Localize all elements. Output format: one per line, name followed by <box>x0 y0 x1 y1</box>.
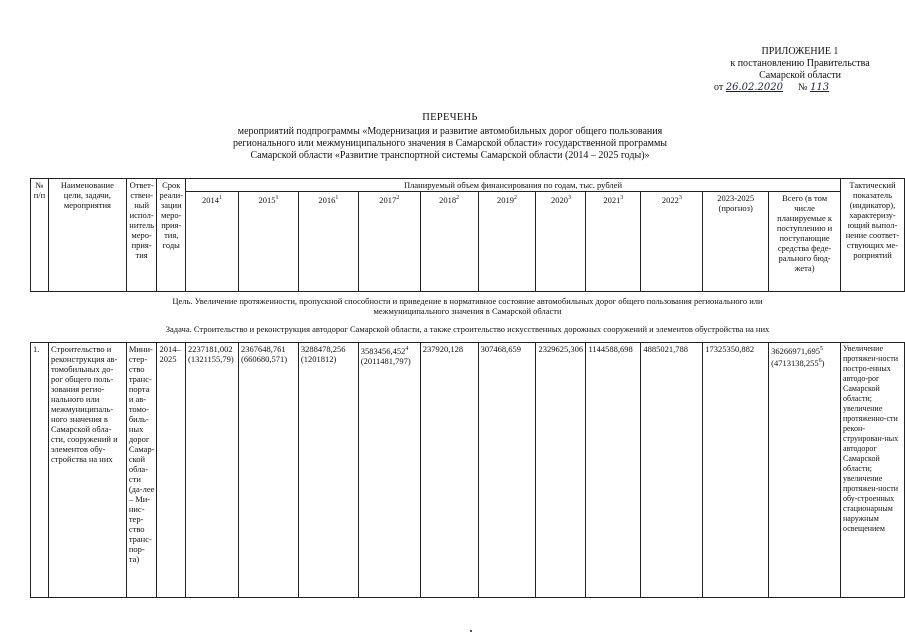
appendix-title: ПРИЛОЖЕНИЕ 1 <box>761 46 839 57</box>
header-indicator: Тактический показатель (индикатор), характеризу-ющий выпол-нение соответ-ствующих ме-роприятий <box>841 179 905 292</box>
header-year-2016: 2016$^1$ <box>298 192 358 292</box>
cell-2021: 1144588,698 <box>586 343 641 598</box>
table-row <box>31 343 905 598</box>
heading-line1: мероприятий подпрограммы «Модернизация и развитие автомобильных дорог общего пользования <box>237 126 663 137</box>
appendix-date-line <box>700 82 900 94</box>
header-year-2021: 2021$^3$ <box>586 192 641 292</box>
measures-table <box>30 178 905 598</box>
header-total: Всего (в том числе планируемые к поступлению и поступающие средства феде-рального бюд-жета) <box>769 192 841 292</box>
header-planned-funding: Планируемый объем финансирования по годам, тыс. рублей <box>186 179 841 192</box>
handwritten-date: 26.02.2020 <box>725 82 784 93</box>
appendix-line2: к постановлению Правительства <box>730 58 870 69</box>
row-name: Строительство и реконструкция ав-томобильных до-рог общего поль-зования регио-нального или межмуниципаль-ного значения в Самарской обла-сти, сооружений и элементов обу-стройства на них <box>48 343 126 598</box>
cell-2016: 3288478,256 (1201812) <box>298 343 358 598</box>
cell-forecast: 17325350,882 <box>703 343 769 598</box>
cell-2022: 4885021,788 <box>641 343 703 598</box>
document-heading <box>200 112 700 162</box>
header-year-2018: 2018$^2$ <box>420 192 478 292</box>
document-title: ПЕРЕЧЕНЬ <box>422 112 478 123</box>
number-sign: № <box>798 82 808 93</box>
cell-2020: 2329625,306 <box>536 343 586 598</box>
appendix-block <box>700 46 900 94</box>
heading-line3: Самарской области «Развитие транспортной системы Самарской области (2014 – 2025 годы)» <box>250 150 650 161</box>
header-year-2022: 2022$^3$ <box>641 192 703 292</box>
header-year-2014: 2014$^1$ <box>186 192 239 292</box>
header-row-1 <box>31 179 905 192</box>
task-text: Задача. Строительство и реконструкция автодорог Самарской области, а также строительство искусственных дорожных сооружений и элементов обустройства на них <box>165 324 770 334</box>
header-year-2019: 2019$^2$ <box>478 192 536 292</box>
scan-speck <box>470 630 472 632</box>
goal-row <box>31 292 905 321</box>
header-forecast: 2023-2025 (прогноз) <box>703 192 769 292</box>
cell-2017: 3583456,452$^4$ (2011481,797) <box>358 343 420 598</box>
goal-text: Цель. Увеличение протяженности, пропускной способности и приведение в нормативное состояние автомобильных дорог общего пользования регионального или межмуниципального значения в Самарской области <box>172 296 763 316</box>
header-year-2015: 2015$^1$ <box>239 192 299 292</box>
header-year-2017: 2017$^2$ <box>358 192 420 292</box>
row-term: 2014– 2025 <box>157 343 186 598</box>
row-responsible: Мини-стер-ство транс-порта и ав-томо-биль-ных дорог Самар-ской обла-сти (да-лее – Ми-нис-тер-ство транс-пор-та) <box>126 343 157 598</box>
header-year-2020: 2020$^3$ <box>536 192 586 292</box>
from-label: от <box>714 82 724 93</box>
handwritten-number: 113 <box>810 82 830 93</box>
heading-line2: регионального или межмуниципального значения в Самарской области» государственной программы <box>232 138 667 149</box>
header-responsible: Ответ-ствен-ный испол-нитель меро-прия-тия <box>126 179 157 292</box>
header-name: Наименование цели, задачи, мероприятия <box>48 179 126 292</box>
header-term: Срок реали-зации меро-прия-тия, годы <box>157 179 186 292</box>
header-num: № п/п <box>31 179 49 292</box>
cell-2015: 2367648,761 (660680,571) <box>239 343 299 598</box>
cell-2019: 307468,659 <box>478 343 536 598</box>
cell-2018: 237920,128 <box>420 343 478 598</box>
row-num: 1. <box>31 343 49 598</box>
task-row <box>31 320 905 343</box>
appendix-line3: Самарской области <box>759 70 841 81</box>
cell-2014: 2237181,002 (1321155,79) <box>186 343 239 598</box>
row-indicator: Увеличение протяжен-ности постро-енных автодо-рог Самарской области; увеличение протяженно-сти рекон-струирован-ных автодорог Самарской области; увеличение протяжен-ности обу-строенных стационарным наружным освещением <box>841 343 905 598</box>
cell-total: 36266971,695$^5$ (4713138,255$^6$) <box>769 343 841 598</box>
